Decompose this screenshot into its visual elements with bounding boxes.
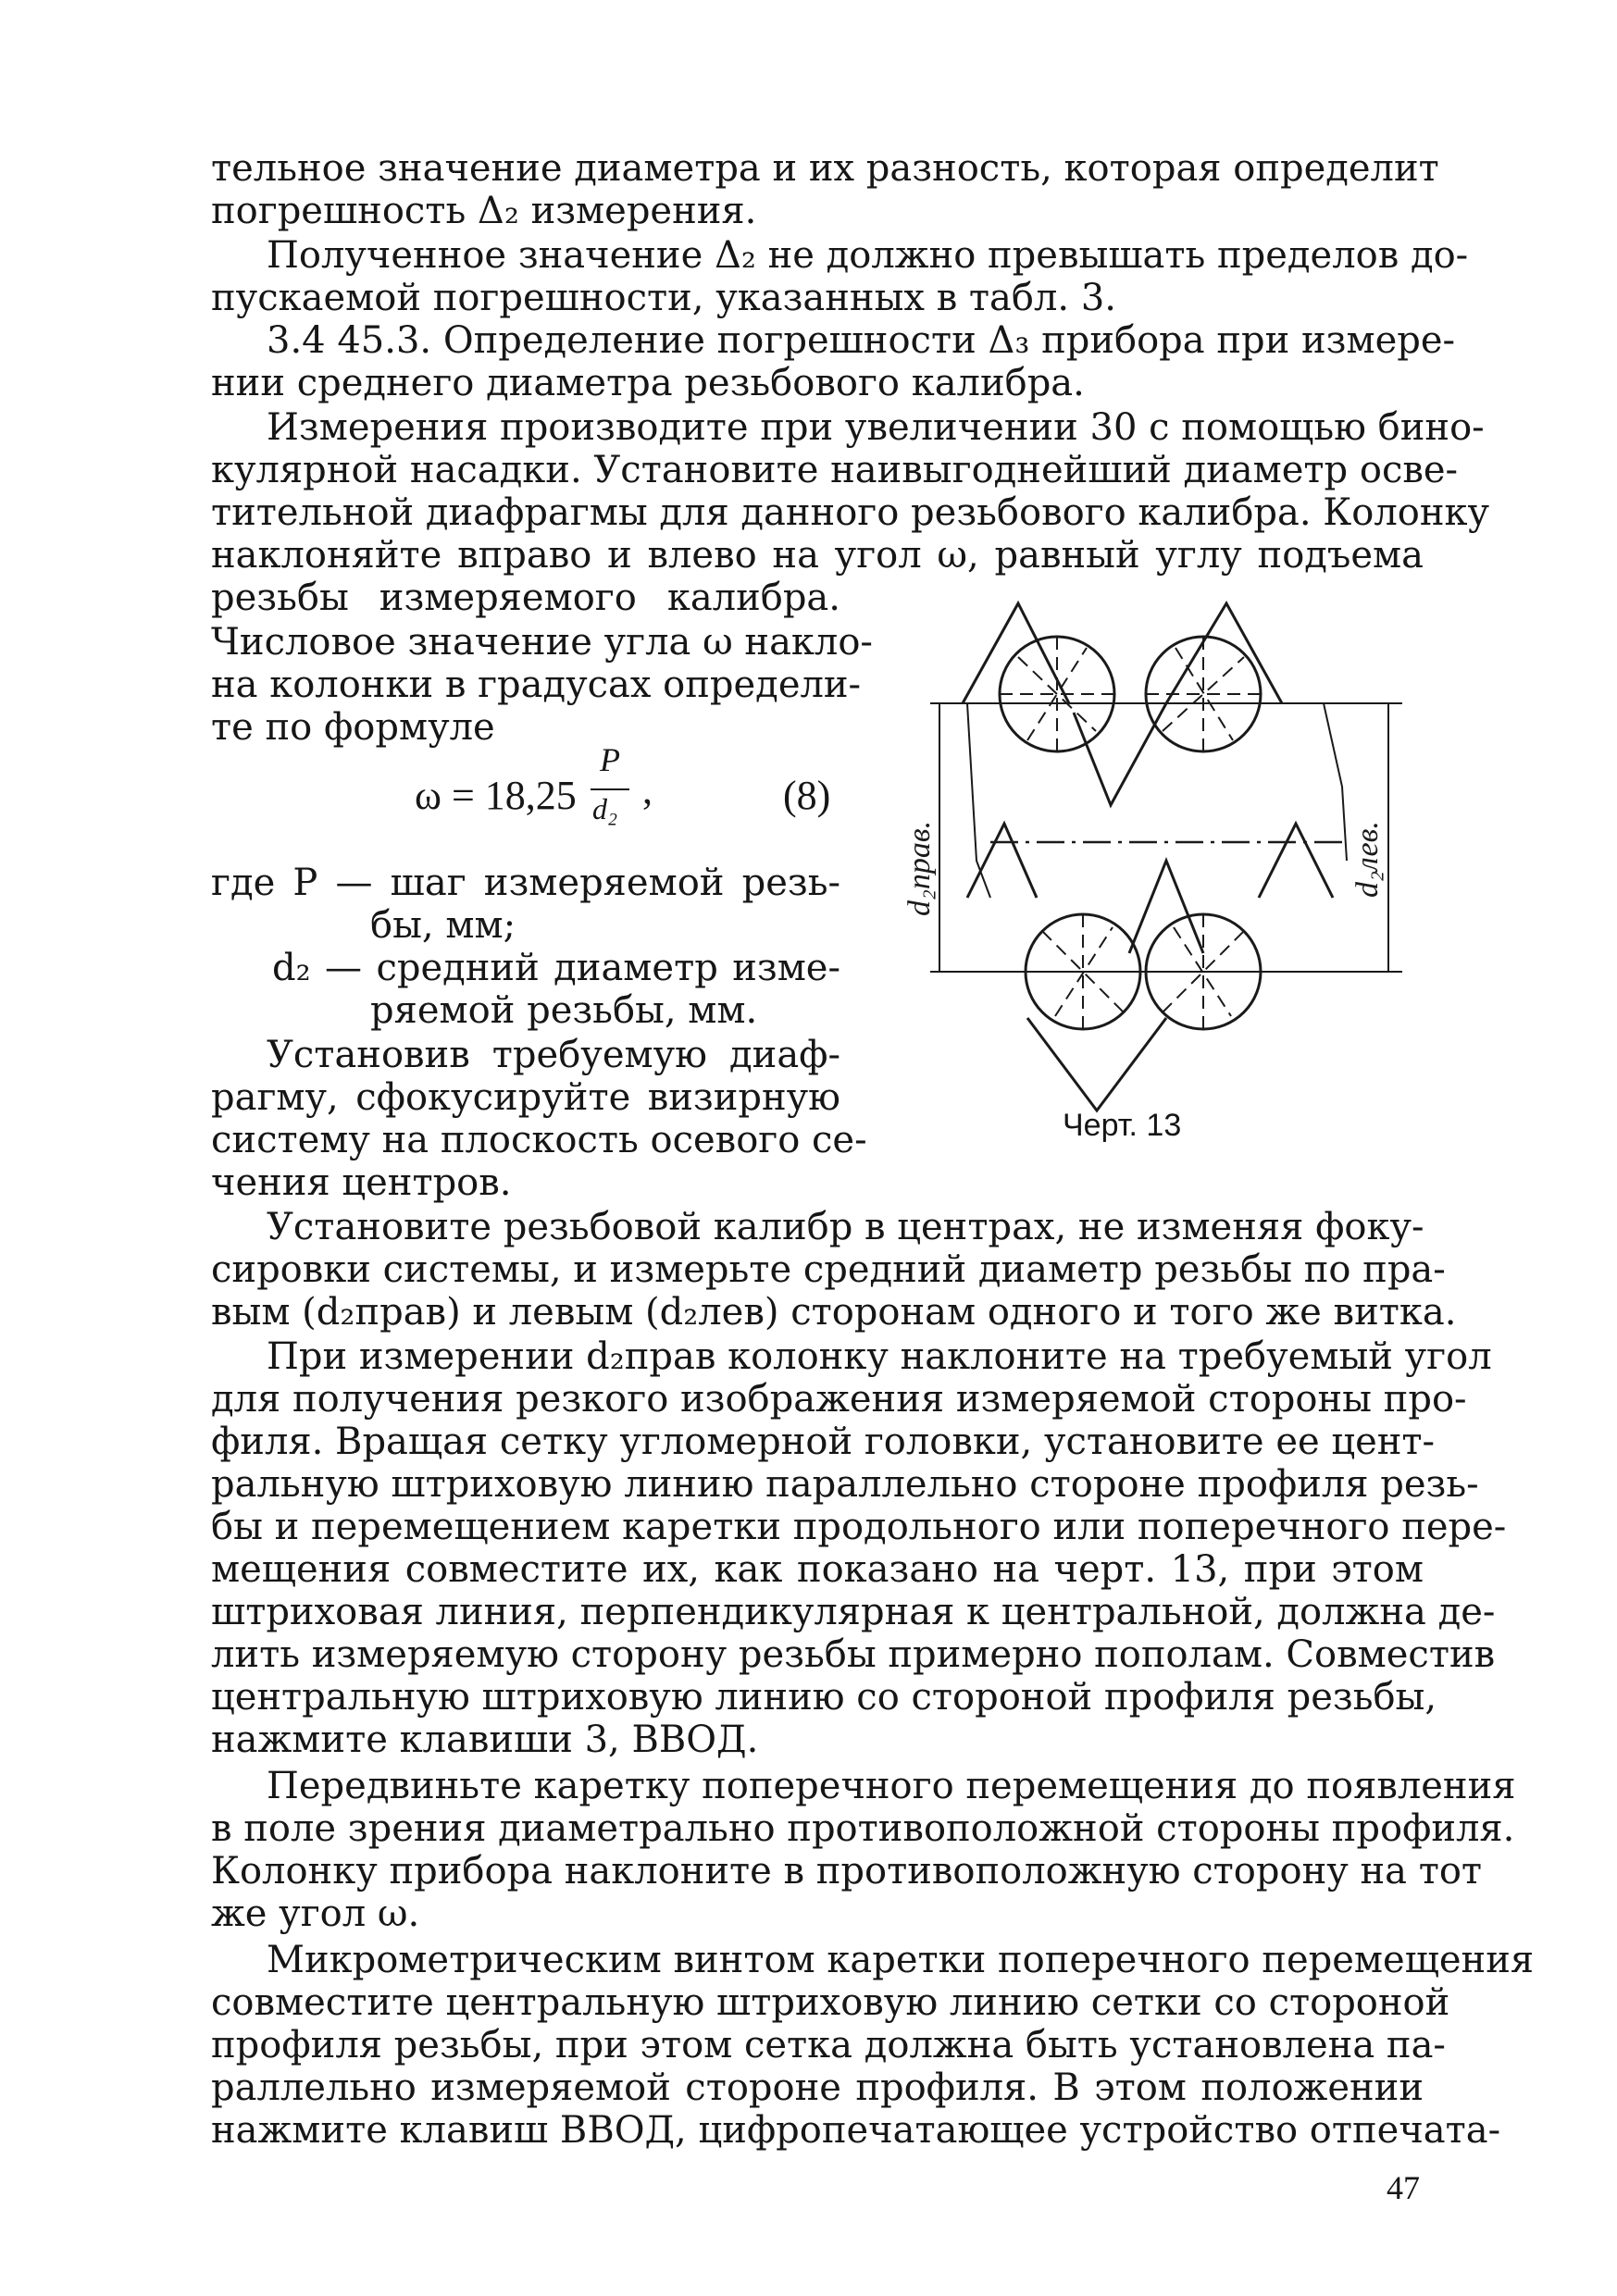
formula-number: (8) [783,773,831,818]
text-line: в поле зрения диаметрально противоположной стороны профиля. [211,1807,1515,1850]
label-d2-left: d₂лев. [1350,821,1385,898]
text-line: штриховая линия, перпендикулярная к центральной, должна де- [211,1591,1496,1633]
where-line: бы, мм; [370,904,516,947]
text-line: мещения совместите их, как показано на черт. 13, при этом [211,1548,1424,1591]
page-number: 47 [1387,2169,1420,2206]
text-line: рагму, сфокусируйте визирную [211,1076,840,1119]
text-line: Числовое значение угла ω накло- [211,621,873,664]
text-line: лить измеряемую сторону резьбы примерно пополам. Совместив [211,1633,1496,1676]
text-line: Передвиньте каретку поперечного перемещения до появления [267,1765,1516,1807]
text-line: же угол ω. [211,1893,420,1935]
text-line: профиля резьбы, при этом сетка должна быть установлена па- [211,2024,1446,2066]
label-d2-right: d₂прав. [902,820,937,916]
text-line: нии среднего диаметра резьбового калибра. [211,362,1085,404]
text-line: бы и перемещением каретки продольного или поперечного пере- [211,1506,1507,1548]
text-line: раллельно измеряемой стороне профиля. В этом положении [211,2066,1424,2109]
text-line: нажмите клавиш ВВОД, цифропечатающее устройство отпечата- [211,2109,1501,2152]
text-line: Микрометрическим винтом каретки поперечного перемещения [267,1939,1535,1981]
text-line: филя. Вращая сетку угломерной головки, установите ее цент- [211,1421,1436,1463]
formula-numerator: P [600,741,620,778]
formula-comma: , [642,767,653,813]
text-line: нажмите клавиши 3, ВВОД. [211,1719,759,1761]
text-line: Полученное значение Δ₂ не должно превышать пределов до- [267,234,1469,277]
text-line: Измерения производите при увеличении 30 с помощью бино- [267,406,1485,449]
text-line: совместите центральную штриховую линию сетки со стороной [211,1981,1450,2024]
text-line: чения центров. [211,1161,512,1204]
text-line: сировки системы, и измерьте средний диаметр резьбы по пра- [211,1248,1446,1291]
text-line: Установив требуемую диаф- [267,1034,840,1076]
text-line: При измерении d₂прав колонку наклоните на требуемый угол [267,1335,1492,1378]
text-line: наклоняйте вправо и влево на угол ω, равный углу подъема [211,534,1424,577]
where-line: где P — шаг измеряемой резь- [211,862,840,904]
text-line: 3.4 45.3. Определение погрешности Δ₃ прибора при измере- [267,319,1456,362]
text-line: центральную штриховую линию со стороной профиля резьбы, [211,1676,1437,1719]
thread-profile-figure [889,583,1425,1120]
fraction-bar [591,788,629,790]
formula-denominator: d₂ [592,792,618,825]
formula-lhs: ω = 18,25 [415,773,577,818]
text-line: вым (d₂прав) и левым (d₂лев) сторонам одного и того же витка. [211,1291,1457,1334]
text-line: Колонку прибора наклоните в противоположную сторону на тот [211,1850,1483,1893]
text-line: систему на плоскость осевого се- [211,1119,867,1161]
text-line: кулярной насадки. Установите наивыгоднейший диаметр осве- [211,449,1459,491]
text-line: тельное значение диаметра и их разность, которая определит [211,147,1439,190]
text-line: на колонки в градусах определи- [211,664,862,706]
text-line: погрешность Δ₂ измерения. [211,190,757,232]
text-line: те по формуле [211,706,495,749]
where-line: d₂ — средний диаметр изме- [272,947,840,989]
text-line: тительной диафрагмы для данного резьбового калибра. Колонку [211,491,1490,534]
text-line: Установите резьбовой калибр в центрах, не изменяя фоку- [267,1206,1424,1248]
text-line: резьбы измеряемого калибра. [211,577,840,619]
where-line: ряемой резьбы, мм. [370,989,758,1032]
text-line: пускаемой погрешности, указанных в табл. 3. [211,277,1116,319]
figure-caption: Черт. 13 [1063,1108,1182,1143]
text-line: для получения резкого изображения измеряемой стороны про- [211,1378,1467,1421]
text-line: ральную штриховую линию параллельно стороне профиля резь- [211,1463,1479,1506]
